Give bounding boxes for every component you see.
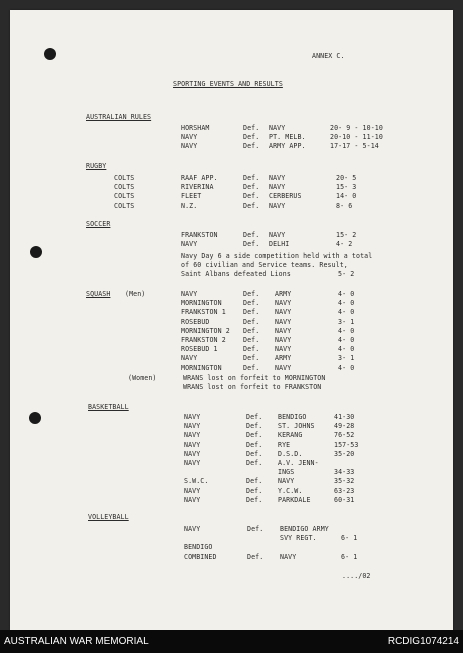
score: 4- 0	[338, 299, 355, 308]
team-a: NAVY	[181, 240, 198, 249]
team-a: RAAF APP.	[181, 174, 218, 182]
def-label: Def.	[243, 317, 260, 326]
team-a: NAVY	[181, 142, 198, 151]
section-heading: SOCCER	[86, 220, 111, 228]
footer-source: AUSTRALIAN WAR MEMORIAL	[4, 636, 149, 647]
score: 4- 0	[338, 290, 355, 298]
score: 60-31	[334, 495, 355, 504]
section-heading: VOLLEYBALL	[88, 513, 129, 521]
team-a: S.W.C.	[184, 477, 209, 486]
score: 4- 2	[336, 240, 353, 249]
def-label: Def.	[246, 477, 263, 486]
note-line: Saint Albans defeated Lions	[181, 270, 291, 279]
team-b: NAVY	[275, 345, 292, 354]
annex-label: ANNEX C.	[312, 52, 345, 60]
team-b: NAVY	[275, 336, 292, 344]
team-b: NAVY	[275, 363, 292, 372]
section-heading: AUSTRALIAN RULES	[86, 113, 152, 121]
def-label: Def.	[243, 133, 260, 142]
team-a: NAVY	[184, 459, 201, 467]
team-b: PARKDALE	[278, 495, 311, 504]
score: 6- 1	[341, 534, 358, 543]
score: 20- 9 - 10-10	[330, 124, 383, 132]
score: 5- 2	[338, 270, 355, 278]
team-a: NAVY	[184, 413, 201, 421]
score: 157-53	[334, 440, 359, 449]
score: 4- 0	[338, 345, 355, 354]
team-b: DELHI	[269, 240, 290, 249]
team-a: NAVY	[184, 422, 201, 431]
team-a: BENDIGO	[184, 543, 213, 552]
def-label: Def.	[243, 290, 260, 298]
def-label: Def.	[246, 422, 263, 431]
team-a: NAVY	[184, 449, 201, 458]
score: 3- 1	[338, 317, 355, 326]
team-b: NAVY	[280, 552, 297, 561]
team-b: INGS	[278, 468, 295, 477]
score: 8- 6	[336, 201, 353, 210]
score: 49-28	[334, 422, 355, 431]
team-b: ARMY	[275, 354, 292, 363]
score: 15- 3	[336, 183, 357, 192]
def-label: Def.	[246, 459, 263, 467]
score: 4- 0	[338, 308, 355, 317]
section-heading: SQUASH	[86, 290, 111, 298]
def-label: Def.	[243, 183, 260, 192]
section-heading: RUGBY	[86, 162, 107, 170]
team-b: NAVY	[269, 124, 286, 132]
score: 41-30	[334, 413, 355, 421]
score: 20- 5	[336, 174, 357, 182]
team-a: FRANKSTON 1	[181, 308, 226, 317]
def-label: Def.	[246, 486, 263, 495]
score: 15- 2	[336, 231, 357, 239]
def-label: Def.	[243, 192, 260, 201]
division: COLTS	[114, 183, 135, 192]
score: 14- 0	[336, 192, 357, 201]
team-b: KERANG	[278, 431, 303, 440]
team-b: NAVY	[275, 317, 292, 326]
team-b: PT. MELB.	[269, 133, 306, 142]
def-label: Def.	[243, 142, 260, 151]
team-b: D.S.D.	[278, 449, 303, 458]
team-a: NAVY	[184, 431, 201, 440]
note-line: WRANS lost on forfeit to MORNINGTON	[183, 374, 326, 382]
team-a: NAVY	[184, 440, 201, 449]
team-a: ROSEBUD	[181, 317, 210, 326]
punch-hole	[30, 246, 42, 258]
def-label: Def.	[243, 299, 260, 308]
team-a: MORNINGTON	[181, 299, 222, 308]
def-label: Def.	[246, 413, 263, 421]
team-a: NAVY	[181, 354, 198, 363]
footer-bar	[0, 630, 463, 653]
def-label: Def.	[243, 174, 260, 182]
team-a: MORNINGTON	[181, 363, 222, 372]
def-label: Def.	[246, 431, 263, 440]
document-page	[10, 10, 453, 630]
team-b: RYE	[278, 440, 291, 449]
footer-id: RCDIG1074214	[387, 636, 459, 647]
team-b: SVY REGT.	[280, 534, 317, 543]
team-a: N.Z.	[181, 201, 198, 210]
page-reference: ..../02	[342, 572, 371, 580]
team-b: ARMY	[275, 290, 292, 298]
def-label: Def.	[243, 308, 260, 317]
division: (Women)	[128, 374, 157, 382]
team-a: FLEET	[181, 192, 202, 201]
team-a: NAVY	[184, 525, 201, 533]
def-label: Def.	[243, 336, 260, 344]
score: 20-10 - 11-10	[330, 133, 383, 142]
team-a: NAVY	[181, 133, 198, 142]
def-label: Def.	[246, 449, 263, 458]
def-label: Def.	[243, 124, 260, 132]
team-a: NAVY	[181, 290, 198, 298]
division: COLTS	[114, 201, 135, 210]
team-b: CERBERUS	[269, 192, 302, 201]
team-b: NAVY	[269, 174, 286, 182]
team-b: ARMY APP.	[269, 142, 306, 151]
team-b: A.V. JENN-	[278, 459, 319, 467]
team-a: RIVERINA	[181, 183, 214, 192]
division: COLTS	[114, 174, 135, 182]
team-b: NAVY	[269, 201, 286, 210]
team-a: HORSHAM	[181, 124, 210, 132]
score: 35-32	[334, 477, 355, 486]
score: 63-23	[334, 486, 355, 495]
team-b: NAVY	[278, 477, 295, 486]
team-b: NAVY	[275, 299, 292, 308]
team-b: BENDIGO	[278, 413, 307, 421]
team-a: COMBINED	[184, 552, 217, 561]
score: 76-52	[334, 431, 355, 440]
punch-hole	[44, 48, 56, 60]
score: 17-17 - 5-14	[330, 142, 379, 151]
team-b: NAVY	[275, 326, 292, 335]
team-b: BENDIGO ARMY	[280, 525, 329, 533]
team-a: NAVY	[184, 495, 201, 504]
score: 35-20	[334, 449, 355, 458]
def-label: Def.	[243, 240, 260, 249]
def-label: Def.	[247, 552, 264, 561]
def-label: Def.	[246, 440, 263, 449]
def-label: Def.	[243, 345, 260, 354]
score: 34-33	[334, 468, 355, 477]
team-b: ST. JOHNS	[278, 422, 315, 431]
division: (Men)	[125, 290, 146, 298]
def-label: Def.	[243, 201, 260, 210]
team-b: Y.C.W.	[278, 486, 303, 495]
team-a: NAVY	[184, 486, 201, 495]
note-line: of 60 civilian and Service teams. Result,	[181, 261, 348, 270]
def-label: Def.	[243, 363, 260, 372]
def-label: Def.	[243, 326, 260, 335]
team-b: NAVY	[275, 308, 292, 317]
team-a: FRANKSTON 2	[181, 336, 226, 344]
team-a: ROSEBUD 1	[181, 345, 218, 354]
def-label: Def.	[247, 525, 264, 533]
score: 4- 0	[338, 326, 355, 335]
score: 4- 0	[338, 336, 355, 344]
score: 6- 1	[341, 552, 358, 561]
note-line: Navy Day 6 a side competition held with a total	[181, 252, 373, 260]
punch-hole	[29, 412, 41, 424]
team-a: FRANKSTON	[181, 231, 218, 239]
document-title: SPORTING EVENTS AND RESULTS	[173, 80, 283, 88]
def-label: Def.	[243, 354, 260, 363]
team-b: NAVY	[269, 231, 286, 239]
note-line: WRANS lost on forfeit to FRANKSTON	[183, 383, 322, 392]
def-label: Def.	[246, 495, 263, 504]
division: COLTS	[114, 192, 135, 201]
team-b: NAVY	[269, 183, 286, 192]
score: 4- 0	[338, 363, 355, 372]
team-a: MORNINGTON 2	[181, 326, 230, 335]
def-label: Def.	[243, 231, 260, 239]
score: 3- 1	[338, 354, 355, 363]
section-heading: BASKETBALL	[88, 403, 129, 411]
